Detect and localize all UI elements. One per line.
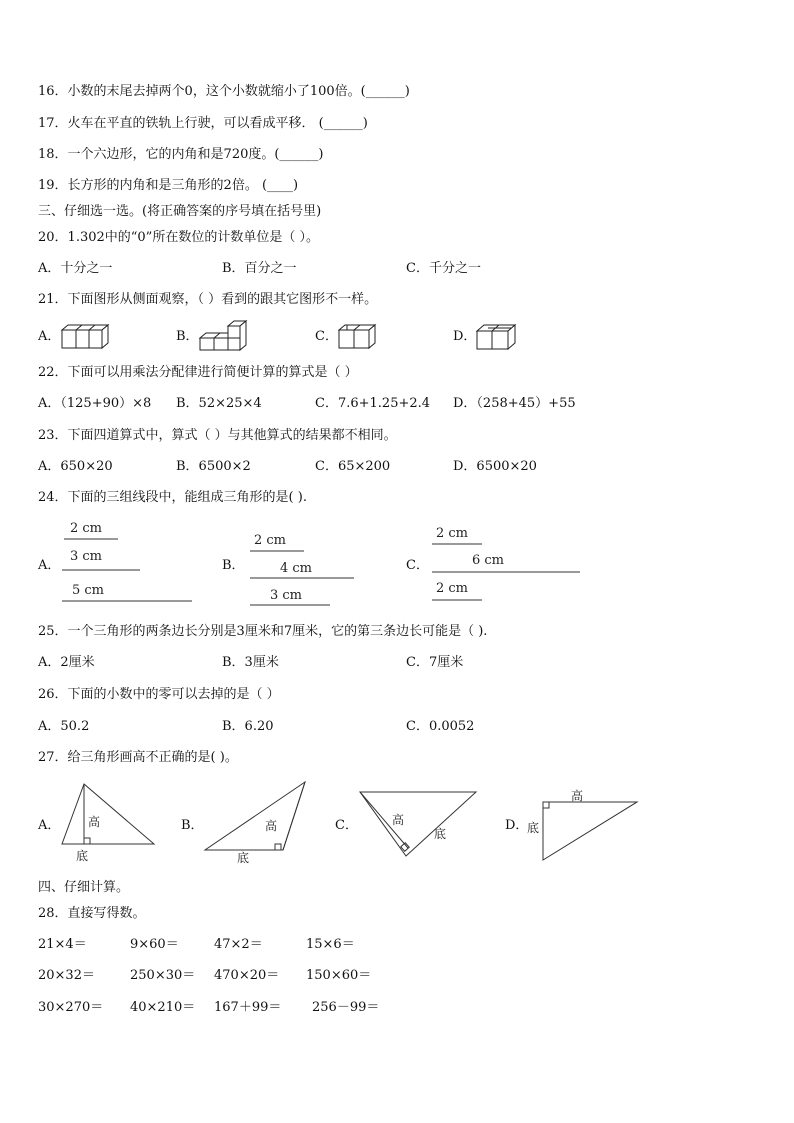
- q27-a-base-label: 底: [76, 849, 89, 863]
- q24-a-seg2-label: 3 cm: [70, 549, 103, 564]
- question-27: 27．给三角形画高不正确的是( )。: [38, 750, 238, 765]
- q25-option-c[interactable]: C．7厘米: [406, 655, 464, 670]
- calc-r2-c3[interactable]: 470×20＝: [214, 968, 280, 983]
- section-3-heading: 三、仔细选一选。(将正确答案的序号填在括号里): [38, 204, 322, 219]
- question-16: 16．小数的末尾去掉两个0，这个小数就缩小了100倍。(______): [38, 84, 410, 99]
- calc-r2-c1[interactable]: 20×32＝: [38, 968, 95, 983]
- calc-r1-c3[interactable]: 47×2＝: [214, 937, 263, 952]
- calc-r3-c2[interactable]: 40×210＝: [130, 1000, 196, 1015]
- q21-option-d[interactable]: D．: [453, 329, 477, 344]
- q25-option-a[interactable]: A．2厘米: [38, 655, 95, 670]
- question-25: 25．一个三角形的两条边长分别是3厘米和7厘米，它的第三条边长可能是（ ).: [38, 624, 488, 639]
- question-28: 28．直接写得数。: [38, 906, 146, 921]
- question-18: 18．一个六边形，它的内角和是720度。(______): [38, 147, 324, 162]
- question-20: 20．1.302中的“0”所在数位的计数单位是（ ）。: [38, 230, 319, 245]
- q24-b-seg3-label: 3 cm: [270, 588, 303, 603]
- q23-option-b[interactable]: B．6500×2: [176, 459, 251, 474]
- section-4-heading: 四、仔细计算。: [38, 880, 130, 895]
- q21-option-b[interactable]: B．: [176, 329, 199, 344]
- q27-c-base-label: 底: [434, 827, 447, 841]
- q24-a-seg1-label: 2 cm: [70, 521, 103, 536]
- q24-b-seg2-label: 4 cm: [280, 561, 313, 576]
- calc-r1-c1[interactable]: 21×4＝: [38, 937, 87, 952]
- q27-option-b[interactable]: B．: [181, 818, 204, 833]
- q22-option-d[interactable]: D．（258+45）+55: [453, 396, 576, 411]
- q23-option-c[interactable]: C．65×200: [315, 459, 391, 474]
- q20-option-a[interactable]: A．十分之一: [38, 261, 113, 276]
- q22-option-b[interactable]: B．52×25×4: [176, 396, 262, 411]
- q27-d-height-label: 高: [571, 789, 584, 803]
- q27-triangle-b: [203, 780, 313, 868]
- q27-triangle-d: [525, 786, 643, 864]
- q27-c-height-label: 高: [392, 813, 405, 827]
- question-21: 21．下面图形从侧面观察，（ ）看到的跟其它图形不一样。: [38, 292, 378, 307]
- calc-r1-c4[interactable]: 15×6＝: [306, 937, 355, 952]
- q27-triangle-c: [358, 788, 480, 860]
- q21-figure-d: [475, 322, 519, 350]
- q24-segments-b: [248, 528, 358, 608]
- q24-option-a[interactable]: A．: [38, 558, 61, 573]
- q20-option-c[interactable]: C．千分之一: [406, 261, 481, 276]
- q27-option-c[interactable]: C．: [335, 818, 358, 833]
- calc-r3-c4[interactable]: 256－99＝: [312, 1000, 380, 1015]
- question-23: 23．下面四道算式中，算式（ ）与其他算式的结果都不相同。: [38, 428, 397, 443]
- q27-d-base-label: 底: [527, 821, 540, 835]
- q21-figure-c: [337, 322, 379, 350]
- q21-figure-a: [60, 322, 112, 350]
- q27-a-height-label: 高: [88, 815, 101, 829]
- q27-option-a[interactable]: A．: [38, 818, 61, 833]
- question-24: 24．下面的三组线段中，能组成三角形的是( ).: [38, 490, 307, 505]
- calc-r1-c2[interactable]: 9×60＝: [130, 937, 179, 952]
- calc-r2-c2[interactable]: 250×30＝: [130, 968, 196, 983]
- q27-option-d[interactable]: D．: [505, 818, 529, 833]
- calc-r3-c1[interactable]: 30×270＝: [38, 1000, 104, 1015]
- q24-c-seg3-label: 2 cm: [436, 581, 469, 596]
- q21-figure-b: [198, 318, 250, 352]
- q23-option-a[interactable]: A．650×20: [38, 459, 113, 474]
- q26-option-a[interactable]: A．50.2: [38, 719, 90, 734]
- q24-option-b[interactable]: B．: [222, 558, 245, 573]
- calc-r3-c3[interactable]: 167＋99＝: [214, 1000, 282, 1015]
- q24-c-seg2-label: 6 cm: [472, 553, 505, 568]
- question-22: 22．下面可以用乘法分配律进行简便计算的算式是（ ）: [38, 365, 358, 380]
- q20-option-b[interactable]: B．百分之一: [222, 261, 297, 276]
- q24-c-seg1-label: 2 cm: [436, 526, 469, 541]
- q21-option-c[interactable]: C．: [315, 329, 338, 344]
- q24-option-c[interactable]: C．: [406, 558, 429, 573]
- q26-option-b[interactable]: B．6.20: [222, 719, 274, 734]
- q27-b-base-label: 底: [237, 851, 250, 865]
- q22-option-c[interactable]: C．7.6+1.25+2.4: [315, 396, 431, 411]
- q24-a-seg3-label: 5 cm: [72, 583, 105, 598]
- q25-option-b[interactable]: B．3厘米: [222, 655, 279, 670]
- q24-segments-a: [60, 515, 200, 607]
- question-17: 17．火车在平直的铁轨上行驶，可以看成平移． (______): [38, 116, 368, 131]
- q24-b-seg1-label: 2 cm: [254, 533, 287, 548]
- q27-triangle-a: [60, 780, 160, 868]
- q26-option-c[interactable]: C．0.0052: [406, 719, 475, 734]
- q27-b-height-label: 高: [265, 819, 278, 833]
- q22-option-a[interactable]: A．（125+90）×8: [38, 396, 152, 411]
- q23-option-d[interactable]: D．6500×20: [453, 459, 537, 474]
- question-19: 19．长方形的内角和是三角形的2倍。 (____): [38, 178, 299, 193]
- question-26: 26．下面的小数中的零可以去掉的是（ ）: [38, 687, 280, 702]
- q21-option-a[interactable]: A．: [38, 329, 61, 344]
- q24-segments-c: [430, 520, 585, 606]
- calc-r2-c4[interactable]: 150×60＝: [306, 968, 372, 983]
